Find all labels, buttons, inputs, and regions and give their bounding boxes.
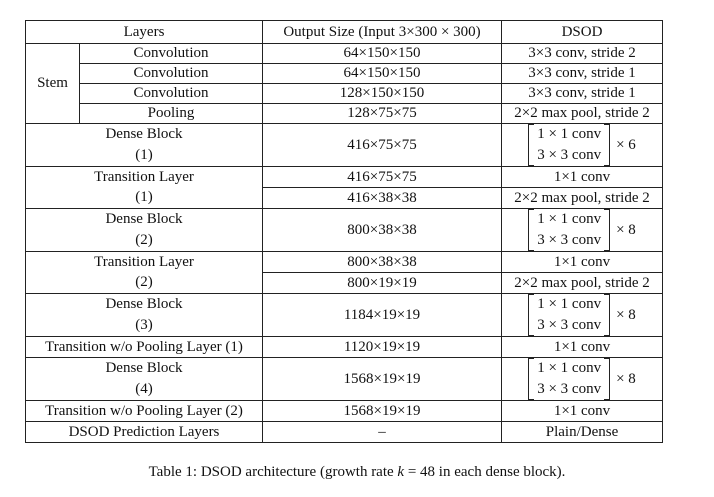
architecture-table (25, 20, 663, 443)
output-cell: 1120×19×19 (263, 337, 502, 358)
table-row (26, 209, 663, 252)
dsod-cell (502, 294, 663, 337)
dsod-cell: 1×1 conv (502, 252, 663, 273)
table-row (26, 294, 663, 337)
dsod-cell (502, 358, 663, 401)
layer-cell (26, 358, 263, 401)
table-row (26, 64, 663, 84)
dsod-cell: Plain/Dense (502, 422, 663, 443)
conv-top: 1 × 1 conv (537, 211, 602, 227)
conv-bottom: 3 × 3 conv (537, 232, 602, 248)
dsod-cell: 2×2 max pool, stride 2 (502, 188, 663, 209)
output-cell: 416×75×75 (263, 124, 502, 167)
layer-cell: Convolution (80, 84, 263, 104)
conv-matrix (528, 209, 610, 251)
dense-block-name: Dense Block (105, 126, 183, 142)
dsod-cell (502, 209, 663, 252)
output-cell: 416×38×38 (263, 188, 502, 209)
dense-block-index: (1) (135, 147, 153, 163)
layer-cell: Transition Layer (26, 167, 263, 188)
layer-cell: Transition w/o Pooling Layer (2) (26, 401, 263, 422)
output-cell: – (263, 422, 502, 443)
table-row (26, 422, 663, 443)
multiplier: × 8 (616, 306, 636, 323)
dense-block-name: Dense Block (105, 211, 183, 227)
table-row (26, 358, 663, 401)
multiplier: × 8 (616, 370, 636, 387)
header-output-size: Output Size (Input 3×300 × 300) (263, 21, 502, 44)
conv-top: 1 × 1 conv (537, 360, 602, 376)
table-row (26, 401, 663, 422)
dense-block-index: (2) (135, 232, 153, 248)
table-row (26, 252, 663, 273)
conv-top: 1 × 1 conv (537, 296, 602, 312)
caption-variable: k (397, 464, 405, 480)
table-row (26, 44, 663, 64)
layer-cell (26, 209, 263, 252)
dsod-cell: 1×1 conv (502, 337, 663, 358)
layer-cell: Transition Layer (26, 252, 263, 273)
multiplier: × 8 (616, 221, 636, 238)
conv-bottom: 3 × 3 conv (537, 147, 602, 163)
layer-cell: Convolution (80, 64, 263, 84)
dense-block-name: Dense Block (105, 360, 183, 376)
dsod-cell: 2×2 max pool, stride 2 (502, 273, 663, 294)
header-layers: Layers (26, 21, 263, 44)
output-cell: 1184×19×19 (263, 294, 502, 337)
layer-cell (26, 294, 263, 337)
dsod-cell: 3×3 conv, stride 1 (502, 64, 663, 84)
output-cell: 800×38×38 (263, 252, 502, 273)
output-cell: 64×150×150 (263, 64, 502, 84)
table-row (26, 84, 663, 104)
table-row (26, 273, 663, 294)
dsod-cell: 3×3 conv, stride 1 (502, 84, 663, 104)
stem-label: Stem (26, 44, 80, 124)
table-row (26, 188, 663, 209)
conv-matrix (528, 294, 610, 336)
output-cell: 800×19×19 (263, 273, 502, 294)
conv-bottom: 3 × 3 conv (537, 381, 602, 397)
dsod-cell: 1×1 conv (502, 401, 663, 422)
conv-matrix (528, 358, 610, 400)
layer-index: (2) (26, 273, 263, 294)
table-caption (0, 464, 714, 481)
output-cell: 128×75×75 (263, 104, 502, 124)
layer-cell: Transition w/o Pooling Layer (1) (26, 337, 263, 358)
table-row (26, 167, 663, 188)
dense-block-index: (3) (135, 317, 153, 333)
output-cell: 800×38×38 (263, 209, 502, 252)
dsod-cell: 2×2 max pool, stride 2 (502, 104, 663, 124)
conv-bottom: 3 × 3 conv (537, 317, 602, 333)
table-row (26, 337, 663, 358)
layer-cell: Pooling (80, 104, 263, 124)
conv-top: 1 × 1 conv (537, 126, 602, 142)
output-cell: 1568×19×19 (263, 401, 502, 422)
caption-text-end: = 48 in each dense block). (404, 464, 566, 480)
dense-block-name: Dense Block (105, 296, 183, 312)
dsod-cell (502, 124, 663, 167)
output-cell: 416×75×75 (263, 167, 502, 188)
table-row (26, 124, 663, 167)
output-cell: 1568×19×19 (263, 358, 502, 401)
multiplier: × 6 (616, 136, 636, 153)
layer-cell: Convolution (80, 44, 263, 64)
layer-cell (26, 124, 263, 167)
conv-matrix (528, 124, 610, 166)
layer-cell: DSOD Prediction Layers (26, 422, 263, 443)
output-cell: 64×150×150 (263, 44, 502, 64)
table-row (26, 104, 663, 124)
dsod-cell: 3×3 conv, stride 2 (502, 44, 663, 64)
output-cell: 128×150×150 (263, 84, 502, 104)
caption-text: Table 1: DSOD architecture (growth rate (148, 464, 398, 480)
layer-index: (1) (26, 188, 263, 209)
header-dsod: DSOD (502, 21, 663, 44)
dense-block-index: (4) (135, 381, 153, 397)
dsod-cell: 1×1 conv (502, 167, 663, 188)
